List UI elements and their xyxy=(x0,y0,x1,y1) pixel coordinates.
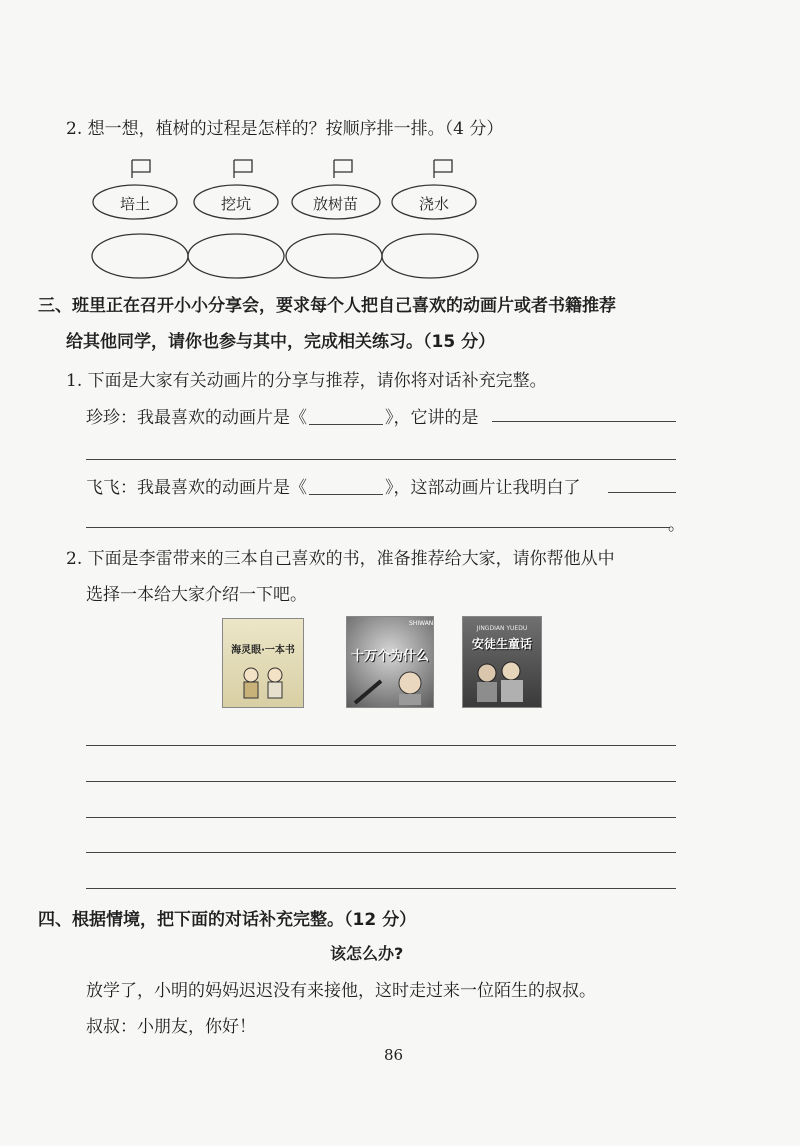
zhenzhen-answer-blank[interactable] xyxy=(492,421,676,422)
s3-q1-title: 1. 下面是大家有关动画片的分享与推荐，请你将对话补充完整。 xyxy=(66,371,547,391)
page-number: 86 xyxy=(384,1046,404,1064)
book-1-cover[interactable] xyxy=(222,618,304,708)
s3-q2-title-line2: 选择一本给大家介绍一下吧。 xyxy=(86,585,307,605)
feifei-cartoon-blank[interactable] xyxy=(309,478,383,495)
feifei-answer-blank[interactable] xyxy=(608,492,676,493)
section3-heading-line1: 三、班里正在召开小小分享会，要求每个人把自己喜欢的动画片或者书籍推荐 xyxy=(38,296,616,316)
book-1-title: 海灵眼·一本书 xyxy=(231,645,295,656)
s3-q2-title-line1: 2. 下面是李雷带来的三本自己喜欢的书，准备推荐给大家，请你帮他从中 xyxy=(66,549,615,569)
sort-diagram xyxy=(88,152,488,282)
feifei-line: 飞飞：我最喜欢的动画片是《 》，这部动画片让我明白了 xyxy=(86,478,581,498)
feifei-answer-line2[interactable] xyxy=(86,527,670,528)
writing-line-3[interactable] xyxy=(86,817,676,818)
step-oval-3: 放树苗 xyxy=(313,195,359,213)
book-3-tag: JINGDIAN YUEDU xyxy=(476,625,528,632)
section3-heading-line2: 给其他同学，请你也参与其中，完成相关练习。（15 分） xyxy=(66,332,496,352)
feifei-period: 。 xyxy=(668,515,685,535)
step-oval-2: 挖坑 xyxy=(221,195,252,213)
book-3-cover[interactable] xyxy=(462,616,542,708)
writing-line-2[interactable] xyxy=(86,781,676,782)
zhenzhen-answer-line2[interactable] xyxy=(86,459,676,460)
section4-line2: 叔叔：小朋友，你好！ xyxy=(86,1017,256,1037)
zhenzhen-line: 珍珍：我最喜欢的动画片是《 》，它讲的是 xyxy=(86,408,479,428)
book-2-cover[interactable] xyxy=(346,616,434,708)
step-oval-4: 浇水 xyxy=(419,195,450,213)
zhenzhen-cartoon-blank[interactable] xyxy=(309,408,383,425)
writing-line-4[interactable] xyxy=(86,852,676,853)
writing-line-5[interactable] xyxy=(86,888,676,889)
q2-sort-title: 2. 想一想，植树的过程是怎样的？按顺序排一排。（4 分） xyxy=(66,119,504,139)
section4-subtitle: 该怎么办? xyxy=(330,944,404,963)
book-3-title: 安徒生童话 xyxy=(471,637,532,651)
book-2-title: 十万个为什么 xyxy=(351,649,430,664)
book-2-tag: SHIWAN xyxy=(409,620,434,627)
section4-heading: 四、根据情境，把下面的对话补充完整。（12 分） xyxy=(38,910,417,930)
section4-line1: 放学了，小明的妈妈迟迟没有来接他，这时走过来一位陌生的叔叔。 xyxy=(86,981,596,1001)
writing-line-1[interactable] xyxy=(86,745,676,746)
step-oval-1: 培土 xyxy=(120,195,151,213)
